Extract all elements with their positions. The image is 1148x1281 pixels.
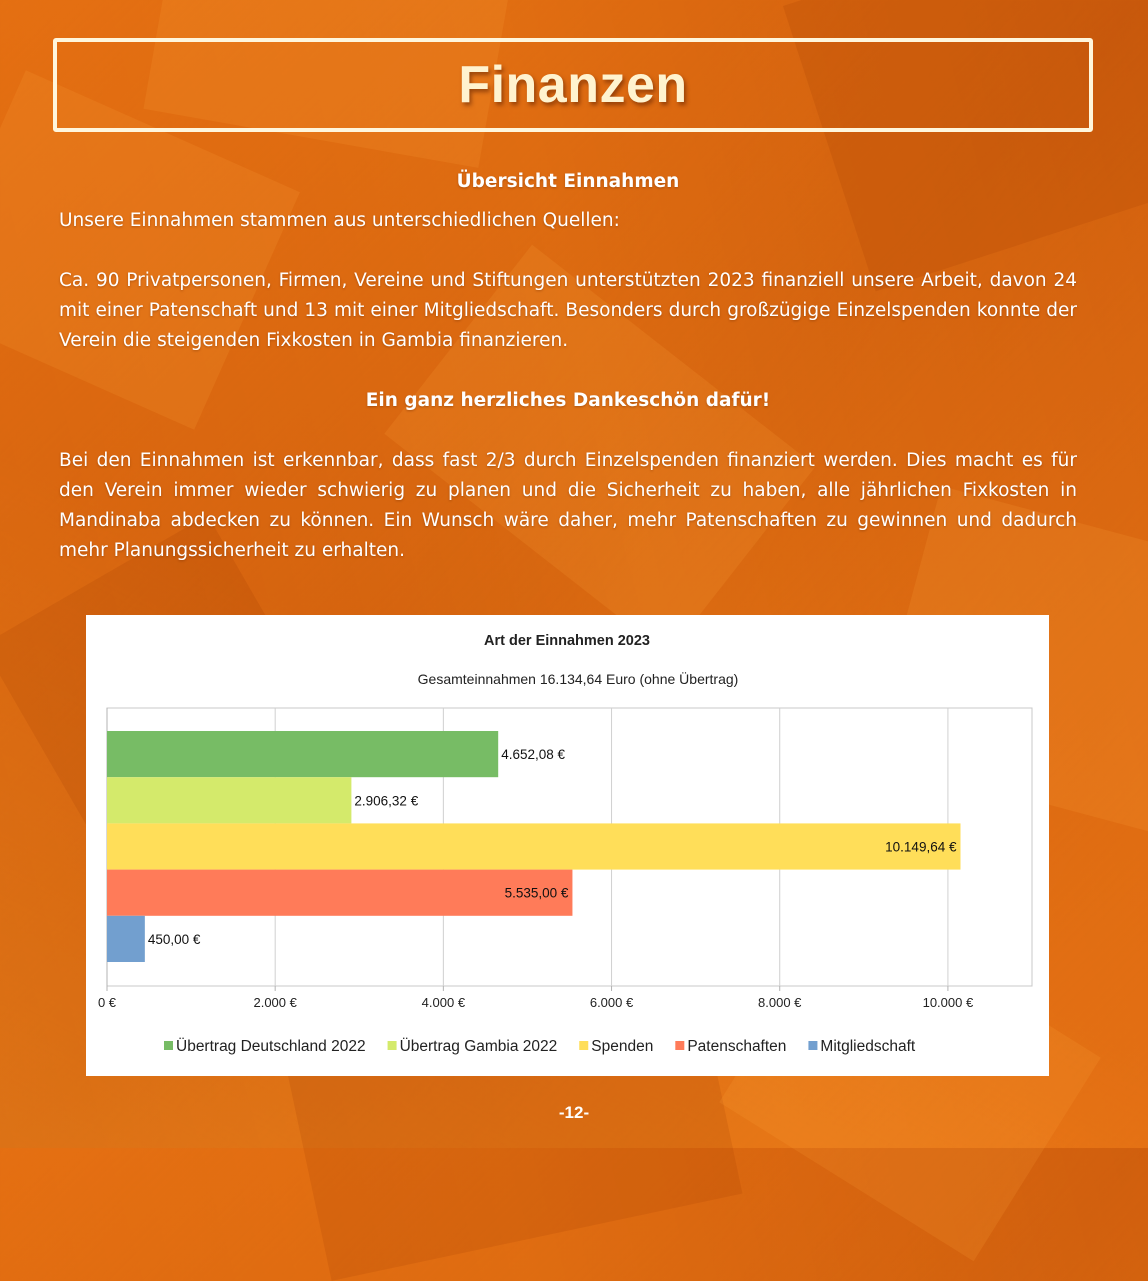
chart-subtitle: Gesamteinnahmen 16.134,64 Euro (ohne Übertrag) — [417, 671, 739, 687]
x-tick-label: 2.000 € — [253, 995, 297, 1010]
legend-entry: Mitgliedschaft — [820, 1038, 916, 1055]
data-label: 2.906,32 € — [354, 793, 419, 809]
chart-legend — [164, 1037, 916, 1055]
x-tick-label: 0 € — [97, 995, 117, 1010]
legend-entry: Spenden — [591, 1038, 654, 1055]
analysis-paragraph: Bei den Einnahmen ist erkennbar, dass fast 2/3 durch Einzelspenden finanziert werden. Dies macht es für den Verein immer wieder schwierig zu planen und die Sicherheit zu haben, alle jährlichen Fixkosten in Mandinaba abdecken zu können. Ein Wunsch wäre daher, mehr Patenschaften zu gewinnen und dadurch mehr Planungssicherheit zu erhalten. — [59, 450, 1077, 561]
page-number: -12- — [558, 1103, 590, 1122]
bar-4 — [107, 870, 572, 916]
page-title: Finanzen — [458, 56, 688, 114]
title-banner — [53, 38, 1093, 132]
x-tick-label: 4.000 € — [421, 995, 466, 1010]
x-tick-label: 6.000 € — [589, 995, 634, 1010]
legend-swatch — [164, 1041, 173, 1050]
income-chart — [86, 615, 1049, 1076]
x-tick-label: 8.000 € — [758, 995, 802, 1010]
legend-entry: Übertrag Deutschland 2022 — [176, 1038, 366, 1055]
bar-2 — [107, 777, 351, 823]
x-tick-label: 10.000 € — [922, 995, 974, 1010]
intro-paragraph: Unsere Einnahmen stammen aus unterschiedlichen Quellen: — [59, 210, 620, 231]
bar-5 — [107, 916, 145, 962]
data-label: 450,00 € — [147, 931, 201, 947]
chart-canvas — [86, 615, 1049, 1076]
legend-swatch — [675, 1041, 684, 1050]
chart-bars — [107, 731, 960, 962]
chart-x-axis — [98, 995, 974, 1010]
chart-title: Art der Einnahmen 2023 — [484, 633, 650, 649]
bar-3 — [107, 823, 960, 869]
bar-1 — [107, 731, 498, 777]
legend-swatch — [579, 1041, 588, 1050]
legend-swatch — [388, 1041, 397, 1050]
legend-swatch — [808, 1041, 817, 1050]
data-label: 4.652,08 € — [501, 747, 566, 763]
legend-entry: Übertrag Gambia 2022 — [399, 1038, 558, 1055]
thanks-line: Ein ganz herzliches Dankeschön dafür! — [365, 390, 771, 411]
data-label: 5.535,00 € — [504, 885, 569, 901]
data-label: 10.149,64 € — [885, 839, 957, 855]
section-heading: Übersicht Einnahmen — [456, 171, 680, 192]
supporters-paragraph: Ca. 90 Privatpersonen, Firmen, Vereine und Stiftungen unterstützten 2023 finanziell unsere Arbeit, davon 24 mit einer Patenschaft und 13 mit einer Mitgliedschaft. Besonders durch großzügige Einzelspenden konnte der Verein die steigenden Fixkosten in Gambia finanzieren. — [59, 270, 1077, 351]
legend-entry: Patenschaften — [687, 1038, 787, 1055]
